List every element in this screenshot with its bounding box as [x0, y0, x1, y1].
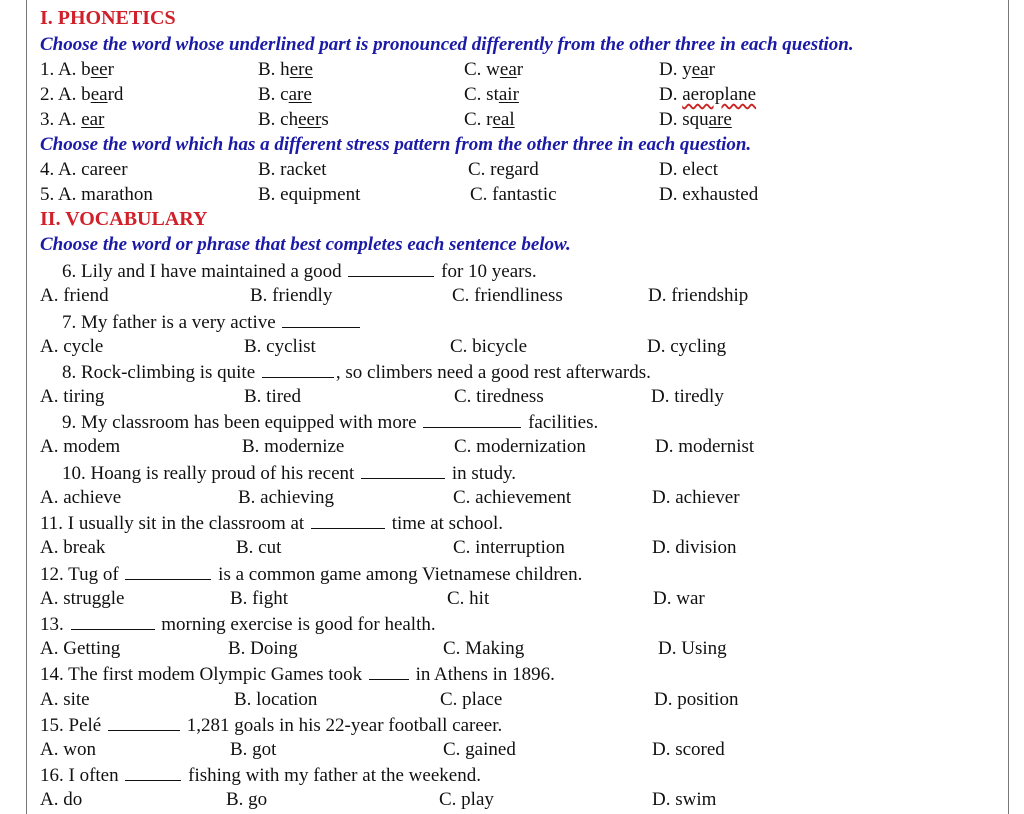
question-1 — [0, 57, 1024, 82]
q8-option-b: B. tired — [244, 386, 301, 407]
q11-blank — [311, 510, 385, 529]
question-3 — [0, 107, 1024, 132]
q14-option-c: C. place — [440, 689, 503, 710]
q15-options — [0, 737, 1024, 762]
q12-option-a: A. struggle — [40, 588, 125, 609]
q11-options — [0, 535, 1024, 560]
q9-option-a: A. modem — [40, 436, 121, 457]
q12-option-d: D. war — [653, 588, 705, 609]
stress-instruction-line — [0, 132, 1024, 157]
q8-blank — [262, 359, 334, 378]
q7-option-b: B. cyclist — [244, 336, 316, 357]
q13-option-c: C. Making — [443, 638, 525, 659]
q10-option-c: C. achievement — [453, 487, 572, 508]
q12-options — [0, 586, 1024, 611]
q6-blank — [348, 258, 434, 277]
q16-blank — [125, 762, 181, 781]
q8-option-c: C. tiredness — [454, 386, 544, 407]
q10-option-d: D. achiever — [652, 487, 740, 508]
q14-option-d: D. position — [654, 689, 739, 710]
q2-option-b: B. care — [258, 84, 312, 105]
q11-option-c: C. interruption — [453, 537, 565, 558]
q7-option-c: C. bicycle — [450, 336, 528, 357]
q6-option-d: D. friendship — [648, 285, 749, 306]
phonetics-instruction-2: Choose the word which has a different stress pattern from the other three in each question. — [40, 134, 752, 155]
q12-option-b: B. fight — [230, 588, 289, 609]
q8-option-a: A. tiring — [40, 386, 105, 407]
vocabulary-title: II. VOCABULARY — [40, 208, 208, 230]
q15-blank — [108, 712, 180, 731]
q5-option-b: B. equipment — [258, 184, 361, 205]
q8-stem: 8. Rock-climbing is quite , so climbers need a good rest afterwards. — [62, 359, 651, 385]
q5-option-d: D. exhausted — [659, 184, 759, 205]
q9-option-d: D. modernist — [655, 436, 755, 457]
q16-option-a: A. do — [40, 789, 83, 810]
q14-blank — [369, 661, 409, 680]
q4-option-b: B. racket — [258, 159, 327, 180]
q13-option-b: B. Doing — [228, 638, 298, 659]
question-4 — [0, 157, 1024, 182]
q6-option-c: C. friendliness — [452, 285, 563, 306]
vocabulary-instruction-line — [0, 232, 1024, 257]
q6-option-a: A. friend — [40, 285, 109, 306]
q10-options — [0, 485, 1024, 510]
q16-option-b: B. go — [226, 789, 268, 810]
q16-options — [0, 787, 1024, 812]
q14-stem: 14. The first modem Olympic Games took in Athens in 1896. — [40, 661, 555, 687]
q15-option-c: C. gained — [443, 739, 516, 760]
q12-option-c: C. hit — [447, 588, 490, 609]
q2-option-a: 2. A. beard — [40, 84, 124, 105]
q6-stem: 6. Lily and I have maintained a good for 10 years. — [62, 258, 537, 284]
q7-blank — [282, 309, 360, 328]
question-7 — [0, 309, 1024, 334]
phonetics-instruction-line — [0, 32, 1024, 57]
question-10 — [0, 460, 1024, 485]
q9-options — [0, 434, 1024, 459]
vocabulary-instruction: Choose the word or phrase that best completes each sentence below. — [40, 234, 571, 255]
q13-options — [0, 636, 1024, 661]
q15-stem: 15. Pelé 1,281 goals in his 22-year football career. — [40, 712, 502, 738]
q4-option-c: C. regard — [468, 159, 539, 180]
q6-option-b: B. friendly — [250, 285, 333, 306]
q11-stem: 11. I usually sit in the classroom at time at school. — [40, 510, 503, 536]
question-13 — [0, 611, 1024, 636]
q6-options — [0, 283, 1024, 308]
q5-option-a: 5. A. marathon — [40, 184, 153, 205]
question-5 — [0, 182, 1024, 207]
q7-option-a: A. cycle — [40, 336, 104, 357]
q7-option-d: D. cycling — [647, 336, 727, 357]
q8-option-d: D. tiredly — [651, 386, 724, 407]
q9-stem: 9. My classroom has been equipped with more facilities. — [62, 409, 598, 435]
q4-option-a: 4. A. career — [40, 159, 128, 180]
q16-option-d: D. swim — [652, 789, 717, 810]
q9-blank — [423, 409, 521, 428]
q2-option-d: D. aeroplane — [659, 84, 757, 105]
q9-option-c: C. modernization — [454, 436, 586, 457]
question-8 — [0, 359, 1024, 384]
q12-stem: 12. Tug of is a common game among Vietnamese children. — [40, 561, 582, 587]
q1-option-d: D. year — [659, 59, 715, 80]
q3-option-c: C. real — [464, 109, 515, 130]
q13-option-d: D. Using — [658, 638, 727, 659]
question-12 — [0, 561, 1024, 586]
q15-option-d: D. scored — [652, 739, 725, 760]
q9-option-b: B. modernize — [242, 436, 345, 457]
q10-stem: 10. Hoang is really proud of his recent in study. — [62, 460, 516, 486]
q4-option-d: D. elect — [659, 159, 719, 180]
q14-options — [0, 687, 1024, 712]
q10-option-b: B. achieving — [238, 487, 335, 508]
q7-options — [0, 334, 1024, 359]
q13-blank — [71, 611, 155, 630]
question-11 — [0, 510, 1024, 535]
phonetics-title: I. PHONETICS — [40, 7, 176, 29]
question-14 — [0, 661, 1024, 686]
question-6 — [0, 258, 1024, 283]
question-2 — [0, 82, 1024, 107]
phonetics-instruction-1: Choose the word whose underlined part is pronounced differently from the other three in each question. — [40, 34, 854, 55]
q13-stem: 13. morning exercise is good for health. — [40, 611, 436, 637]
q10-blank — [361, 460, 445, 479]
q13-option-a: A. Getting — [40, 638, 121, 659]
q7-stem: 7. My father is a very active — [62, 309, 362, 335]
question-16 — [0, 762, 1024, 787]
q3-option-a: 3. A. ear — [40, 109, 105, 130]
q5-option-c: C. fantastic — [470, 184, 557, 205]
q16-stem: 16. I often fishing with my father at the weekend. — [40, 762, 481, 788]
q10-option-a: A. achieve — [40, 487, 122, 508]
q14-option-b: B. location — [234, 689, 318, 710]
q8-options — [0, 384, 1024, 409]
q11-option-d: D. division — [652, 537, 737, 558]
q1-option-a: 1. A. beer — [40, 59, 114, 80]
q15-option-b: B. got — [230, 739, 277, 760]
q3-option-b: B. cheers — [258, 109, 329, 130]
phonetics-heading-line — [0, 6, 1024, 31]
q11-option-b: B. cut — [236, 537, 282, 558]
vocabulary-heading-line — [0, 207, 1024, 232]
q15-option-a: A. won — [40, 739, 96, 760]
q14-option-a: A. site — [40, 689, 90, 710]
q3-option-d: D. square — [659, 109, 732, 130]
q12-blank — [125, 561, 211, 580]
q11-option-a: A. break — [40, 537, 106, 558]
question-15 — [0, 712, 1024, 737]
q1-option-b: B. here — [258, 59, 313, 80]
q2-option-c: C. stair — [464, 84, 519, 105]
question-9 — [0, 409, 1024, 434]
q16-option-c: C. play — [439, 789, 494, 810]
q1-option-c: C. wear — [464, 59, 524, 80]
